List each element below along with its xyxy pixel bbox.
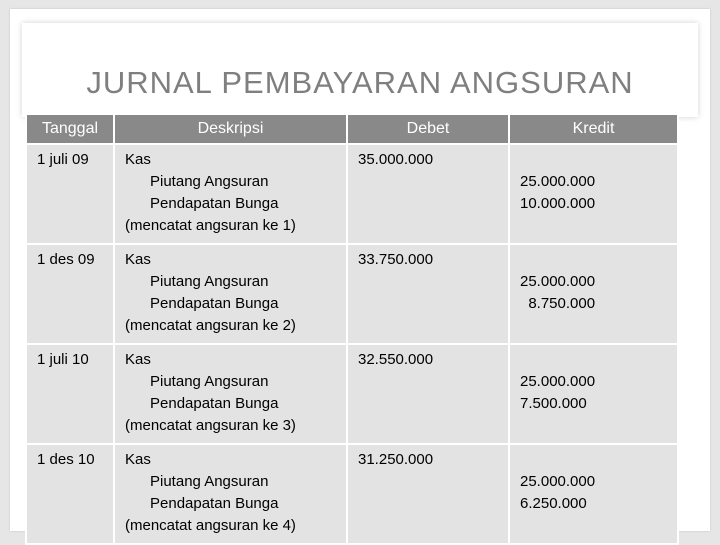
kredit-value: 25.000.000 [520, 473, 596, 490]
tanggal-cell: 1 juli 10 [26, 344, 114, 444]
table-row [26, 144, 678, 244]
kredit-value: 25.000.000 [520, 273, 596, 290]
kredit-cell [509, 444, 678, 544]
tanggal-cell: 1 juli 09 [26, 144, 114, 244]
table-row [26, 344, 678, 444]
credit-account: Piutang Angsuran [150, 373, 269, 390]
credit-account: Piutang Angsuran [150, 473, 269, 490]
table-header-row [26, 114, 678, 144]
debit-account: Kas [125, 151, 151, 168]
deskripsi-cell [114, 344, 347, 444]
credit-account: Piutang Angsuran [150, 273, 269, 290]
entry-note: (mencatat angsuran ke 3) [125, 417, 296, 434]
header-debet: Debet [347, 114, 509, 144]
debet-cell: 32.550.000 [347, 344, 509, 444]
kredit-cell [509, 144, 678, 244]
debet-cell: 31.250.000 [347, 444, 509, 544]
credit-account: Pendapatan Bunga [150, 395, 279, 412]
kredit-value: 10.000.000 [520, 195, 596, 212]
page-title: JURNAL PEMBAYARAN ANGSURAN [86, 65, 634, 100]
table-row [26, 444, 678, 544]
debit-account: Kas [125, 251, 151, 268]
debet-cell: 33.750.000 [347, 244, 509, 344]
credit-account: Pendapatan Bunga [150, 295, 279, 312]
deskripsi-cell [114, 244, 347, 344]
header-tanggal: Tanggal [26, 114, 114, 144]
deskripsi-cell [114, 144, 347, 244]
kredit-value: 25.000.000 [520, 373, 596, 390]
title-box [22, 23, 698, 117]
tanggal-cell: 1 des 10 [26, 444, 114, 544]
debit-account: Kas [125, 351, 151, 368]
credit-account: Pendapatan Bunga [150, 495, 279, 512]
deskripsi-cell [114, 444, 347, 544]
header-deskripsi: Deskripsi [114, 114, 347, 144]
kredit-cell [509, 244, 678, 344]
kredit-value: 8.750.000 [520, 295, 596, 312]
tanggal-cell: 1 des 09 [26, 244, 114, 344]
table-row [26, 244, 678, 344]
debit-account: Kas [125, 451, 151, 468]
header-kredit: Kredit [509, 114, 678, 144]
credit-account: Pendapatan Bunga [150, 195, 279, 212]
entry-note: (mencatat angsuran ke 1) [125, 217, 296, 234]
kredit-value: 6.250.000 [520, 495, 587, 512]
kredit-value: 25.000.000 [520, 173, 596, 190]
debet-cell: 35.000.000 [347, 144, 509, 244]
credit-account: Piutang Angsuran [150, 173, 269, 190]
kredit-cell [509, 344, 678, 444]
journal-table [25, 113, 679, 545]
entry-note: (mencatat angsuran ke 4) [125, 517, 296, 534]
entry-note: (mencatat angsuran ke 2) [125, 317, 296, 334]
kredit-value: 7.500.000 [520, 395, 587, 412]
